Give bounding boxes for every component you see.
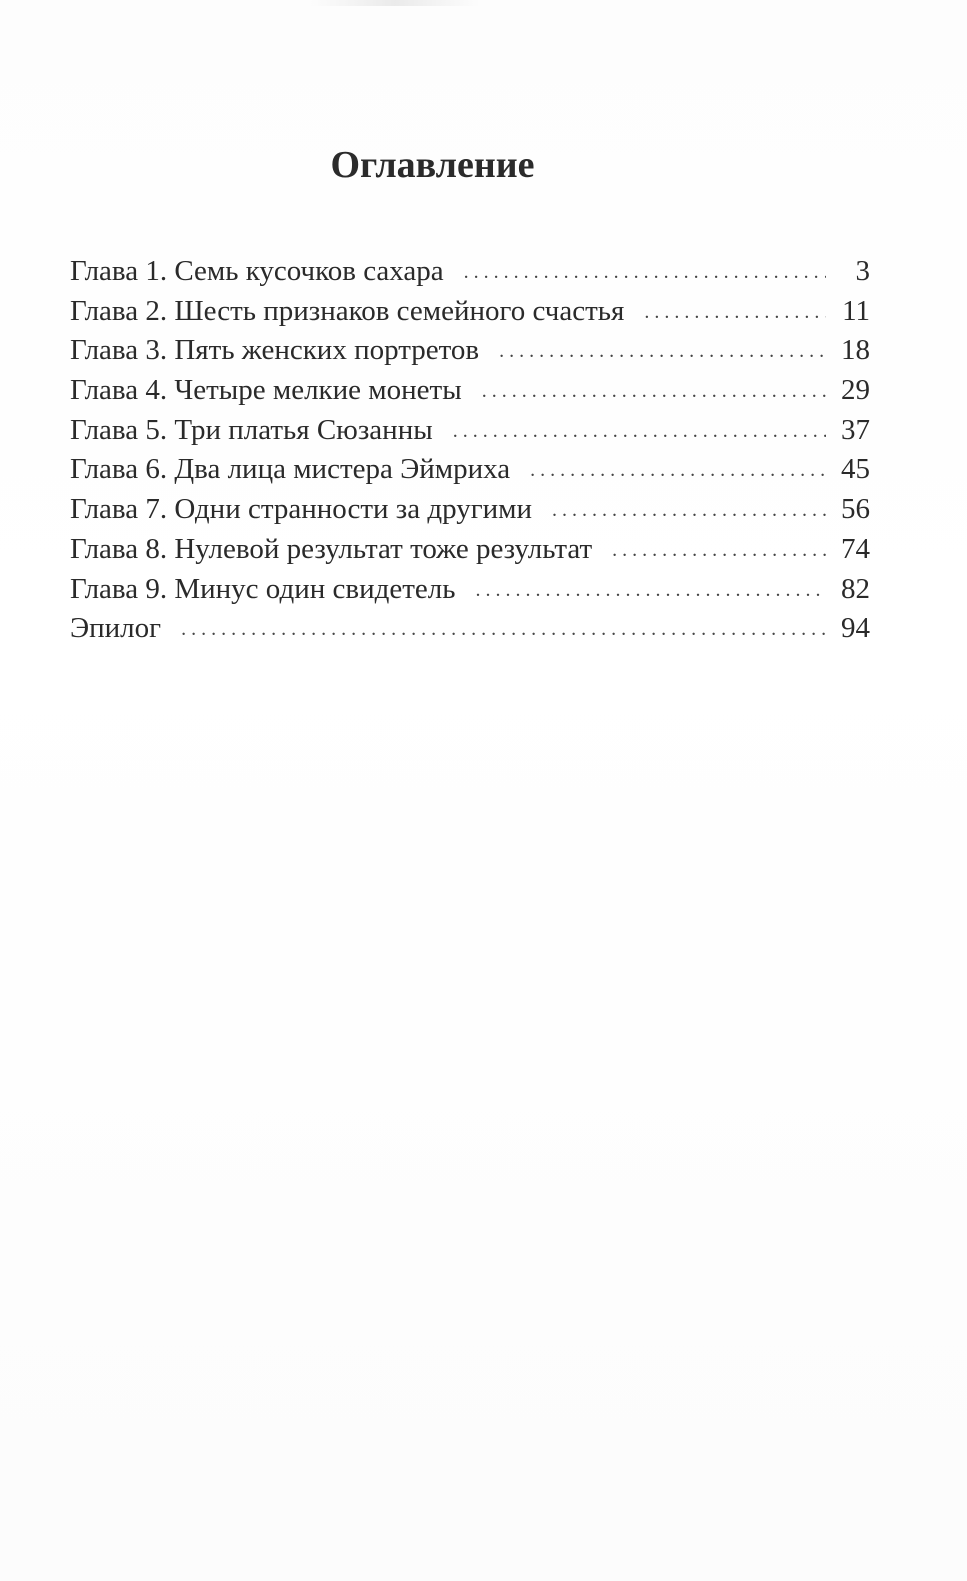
toc-page-number: 37 <box>841 413 870 446</box>
toc-entry <box>70 371 870 411</box>
toc-page-number: 3 <box>855 255 870 287</box>
dot-leader <box>499 332 826 372</box>
toc-entry <box>70 490 870 530</box>
toc-page-number: 29 <box>841 374 870 407</box>
dot-leader <box>530 451 826 491</box>
page-title: Оглавление <box>330 144 535 187</box>
toc-entry <box>70 411 870 451</box>
toc-entry-title: Глава 2. Шесть признаков семейного счастья <box>70 294 625 327</box>
toc-entry-title: Глава 9. Минус один свидетель <box>70 572 456 605</box>
dot-leader <box>181 610 826 650</box>
toc-page-number: 94 <box>841 612 870 645</box>
toc-page-number: 18 <box>841 334 870 367</box>
toc-entry-title: Глава 8. Нулевой результат тоже результат <box>70 532 593 565</box>
toc-entry <box>70 252 870 292</box>
toc-page-number: 56 <box>841 493 870 526</box>
toc-entry <box>70 530 870 570</box>
toc-entry <box>70 570 870 610</box>
table-of-contents <box>70 252 870 649</box>
toc-page-number: 82 <box>841 572 870 605</box>
scan-artifact <box>310 0 480 6</box>
dot-leader <box>644 293 826 333</box>
toc-entry <box>70 331 870 371</box>
toc-entry <box>70 292 870 332</box>
dot-leader <box>475 571 826 611</box>
toc-entry-title: Глава 4. Четыре мелкие монеты <box>70 374 462 407</box>
toc-entry <box>70 609 870 649</box>
toc-entry-title: Глава 3. Пять женских портретов <box>70 334 480 367</box>
toc-entry-title: Глава 6. Два лица мистера Эймриха <box>70 453 511 486</box>
toc-page-number: 74 <box>841 532 870 565</box>
toc-entry <box>70 450 870 490</box>
dot-leader <box>612 531 826 571</box>
dot-leader <box>482 372 826 412</box>
toc-entry-title: Глава 1. Семь кусочков сахара <box>70 255 444 287</box>
toc-entry-title: Эпилог <box>70 612 162 645</box>
dot-leader <box>464 253 826 293</box>
toc-page-number: 11 <box>842 294 870 327</box>
toc-entry-title: Глава 7. Одни странности за другими <box>70 493 533 526</box>
dot-leader <box>453 412 826 452</box>
dot-leader <box>552 491 826 531</box>
toc-entry-title: Глава 5. Три платья Сюзанны <box>70 413 433 446</box>
toc-page-number: 45 <box>841 453 870 486</box>
